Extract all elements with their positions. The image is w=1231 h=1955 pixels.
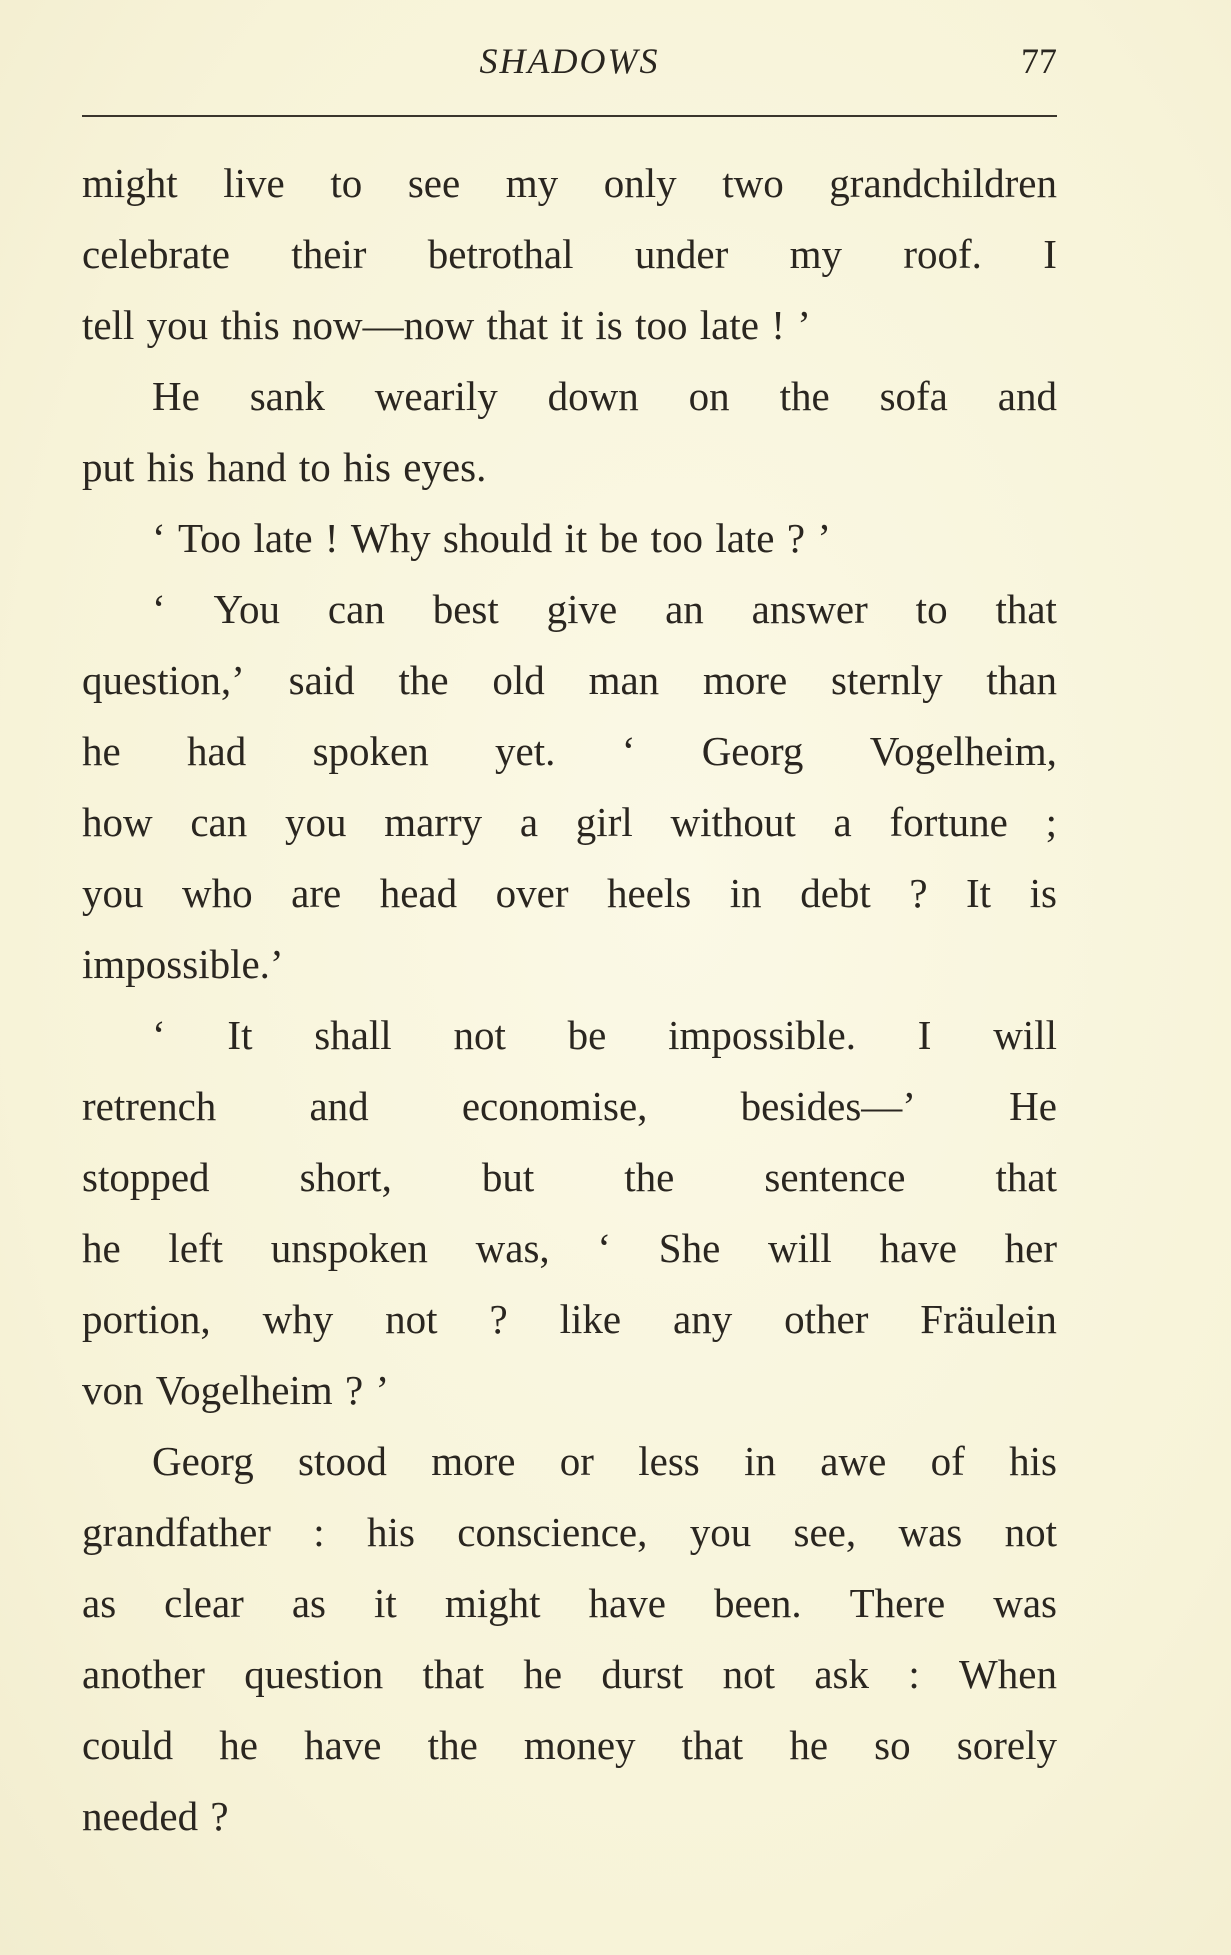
body-text <box>82 148 1057 1852</box>
word: was <box>898 1509 963 1555</box>
word: how <box>82 799 153 845</box>
word: that <box>422 1651 484 1697</box>
word: it <box>560 302 584 348</box>
word: She <box>658 1225 721 1271</box>
word: will <box>767 1225 832 1271</box>
word: less <box>638 1438 700 1484</box>
word: that <box>995 586 1057 632</box>
word: as <box>82 1580 117 1626</box>
word: I <box>1043 231 1057 277</box>
text-line <box>82 1639 1057 1710</box>
text-line <box>82 148 1057 219</box>
word: is <box>1029 870 1057 916</box>
text-line <box>82 929 1057 1000</box>
word: than <box>986 657 1057 703</box>
word: her <box>1004 1225 1057 1271</box>
word: have <box>304 1722 382 1768</box>
word: but <box>481 1154 535 1200</box>
word: another <box>82 1651 205 1697</box>
text-line <box>82 290 1057 361</box>
word: be <box>567 1012 607 1058</box>
word: ‘ <box>152 515 166 561</box>
word: might <box>444 1580 541 1626</box>
word: might <box>82 160 178 206</box>
word: in <box>744 1438 776 1484</box>
word: portion, <box>82 1296 211 1342</box>
word: man <box>588 657 660 703</box>
word: should <box>442 515 553 561</box>
word: : <box>908 1651 920 1697</box>
word: down <box>547 373 639 419</box>
word: his <box>343 444 391 490</box>
word: that <box>486 302 549 348</box>
word: an <box>665 586 704 632</box>
word: retrench <box>82 1083 217 1129</box>
word: conscience, <box>457 1509 648 1555</box>
word: grandchildren <box>829 160 1057 206</box>
word: tell <box>82 302 135 348</box>
word: you <box>82 870 144 916</box>
word: Vogelheim, <box>869 728 1057 774</box>
word: I <box>917 1012 932 1058</box>
word: von <box>82 1367 144 1413</box>
word: any <box>673 1296 733 1342</box>
text-line <box>82 1568 1057 1639</box>
word: Why <box>350 515 431 561</box>
text-line <box>82 1781 1057 1852</box>
text-line <box>82 716 1057 787</box>
page-header <box>82 40 1057 90</box>
word: without <box>670 799 796 845</box>
word: be <box>599 515 639 561</box>
text-line <box>82 1710 1057 1781</box>
word: sorely <box>956 1722 1057 1768</box>
word: why <box>262 1296 334 1342</box>
word: needed <box>82 1793 199 1839</box>
text-line <box>82 432 1057 503</box>
text-line <box>82 787 1057 858</box>
word: or <box>559 1438 594 1484</box>
word: stopped <box>82 1154 210 1200</box>
word: ‘ <box>152 586 166 632</box>
word: ‘ <box>597 1225 612 1271</box>
word: clear <box>164 1580 244 1626</box>
word: roof. <box>903 231 982 277</box>
word: : <box>313 1509 325 1555</box>
word: he <box>219 1722 258 1768</box>
word: debt <box>800 870 871 916</box>
word: ‘ <box>152 1012 166 1058</box>
word: best <box>432 586 499 632</box>
word: ? <box>345 1367 364 1413</box>
text-line <box>82 1000 1057 1071</box>
word: only <box>603 160 677 206</box>
word: ? <box>489 1296 508 1342</box>
word: too <box>635 302 688 348</box>
word: can <box>190 799 248 845</box>
word: not <box>1004 1509 1057 1555</box>
word: his <box>1009 1438 1057 1484</box>
text-line <box>82 1284 1057 1355</box>
word: Fräulein <box>920 1296 1057 1342</box>
text-line <box>82 219 1057 290</box>
word: question,’ <box>82 657 245 703</box>
word: my <box>505 160 559 206</box>
word: awe <box>820 1438 887 1484</box>
word: two <box>722 160 784 206</box>
word: sternly <box>831 657 943 703</box>
word: give <box>546 586 618 632</box>
word: answer <box>751 586 868 632</box>
word: he <box>82 1225 121 1271</box>
word: ’ <box>797 302 811 348</box>
word: in <box>729 870 762 916</box>
word: Georg <box>152 1438 254 1484</box>
text-line <box>82 1426 1057 1497</box>
text-line <box>82 503 1057 574</box>
word: unspoken <box>270 1225 428 1271</box>
text-line <box>82 1497 1057 1568</box>
word: and <box>309 1083 369 1129</box>
word: a <box>519 799 539 845</box>
word: a <box>833 799 852 845</box>
word: more <box>702 657 788 703</box>
word: economise, <box>461 1083 648 1129</box>
word: not <box>453 1012 506 1058</box>
word: betrothal <box>427 231 574 277</box>
word: you <box>689 1509 752 1555</box>
word: now—now <box>292 302 475 348</box>
word: have <box>879 1225 957 1271</box>
text-line <box>82 1071 1057 1142</box>
word: ? <box>210 1793 229 1839</box>
text-line <box>82 858 1057 929</box>
word: ! <box>324 515 339 561</box>
word: his <box>146 444 195 490</box>
word: he <box>789 1722 829 1768</box>
word: ’ <box>817 515 831 561</box>
word: too <box>650 515 704 561</box>
word: grandfather <box>82 1509 271 1555</box>
word: who <box>182 870 253 916</box>
word: to <box>330 160 363 206</box>
word: was, <box>475 1225 550 1271</box>
word: short, <box>299 1154 392 1200</box>
word: under <box>634 231 729 277</box>
word: It <box>966 870 992 916</box>
word: had <box>187 728 247 774</box>
word: sentence <box>764 1154 906 1200</box>
text-line <box>82 645 1057 716</box>
word: You <box>213 586 281 632</box>
word: he <box>82 728 121 774</box>
word: ; <box>1045 799 1057 845</box>
word: that <box>995 1154 1057 1200</box>
word: wearily <box>374 373 498 419</box>
word: the <box>427 1722 478 1768</box>
word: money <box>523 1722 636 1768</box>
word: ‘ <box>621 728 636 774</box>
header-rule <box>82 115 1057 117</box>
word: Georg <box>701 728 804 774</box>
word: and <box>997 373 1057 419</box>
word: was <box>993 1580 1057 1626</box>
word: have <box>588 1580 666 1626</box>
word: besides—’ <box>740 1083 916 1129</box>
word: you <box>284 799 347 845</box>
word: heels <box>607 870 692 916</box>
word: hand <box>206 444 287 490</box>
word: question <box>244 1651 384 1697</box>
word: late <box>715 515 775 561</box>
word: like <box>559 1296 622 1342</box>
word: Vogelheim <box>155 1367 333 1413</box>
word: can <box>327 586 385 632</box>
word: is <box>595 302 623 348</box>
word: as <box>291 1580 326 1626</box>
word: it <box>374 1580 397 1626</box>
word: their <box>291 231 367 277</box>
word: not <box>385 1296 438 1342</box>
word: that <box>681 1722 744 1768</box>
word: he <box>523 1651 563 1697</box>
text-line <box>82 1355 1057 1426</box>
word: He <box>152 373 200 419</box>
word: There <box>849 1580 946 1626</box>
word: impossible. <box>668 1012 857 1058</box>
word: to <box>298 444 331 490</box>
word: girl <box>575 799 633 845</box>
word: to <box>915 586 948 632</box>
word: impossible.’ <box>82 941 284 987</box>
word: spoken <box>312 728 429 774</box>
word: yet. <box>495 728 556 774</box>
word: this <box>220 302 280 348</box>
word: the <box>624 1154 675 1200</box>
word: on <box>688 373 730 419</box>
word: been. <box>713 1580 802 1626</box>
word: so <box>874 1722 911 1768</box>
word: ? <box>909 870 928 916</box>
word: are <box>291 870 342 916</box>
word: eyes. <box>403 444 487 490</box>
word: left <box>168 1225 224 1271</box>
text-line <box>82 1142 1057 1213</box>
word: of <box>930 1438 965 1484</box>
text-line <box>82 574 1057 645</box>
word: not <box>722 1651 776 1697</box>
word: live <box>223 160 285 206</box>
word: see <box>407 160 461 206</box>
word: you <box>146 302 209 348</box>
word: head <box>379 870 458 916</box>
word: It <box>227 1012 253 1058</box>
word: ! <box>771 302 785 348</box>
word: other <box>784 1296 869 1342</box>
word: He <box>1009 1083 1057 1129</box>
word: marry <box>384 799 483 845</box>
word: the <box>398 657 449 703</box>
text-line <box>82 1213 1057 1284</box>
word: sofa <box>879 373 948 419</box>
word: it <box>564 515 588 561</box>
word: celebrate <box>82 231 230 277</box>
word: my <box>789 231 843 277</box>
word: see, <box>793 1509 857 1555</box>
word: sank <box>249 373 325 419</box>
word: late <box>699 302 759 348</box>
word: the <box>779 373 830 419</box>
word: his <box>367 1509 415 1555</box>
page-number: 77 <box>1021 41 1057 81</box>
word: When <box>959 1651 1057 1697</box>
word: old <box>492 657 545 703</box>
word: ’ <box>375 1367 390 1413</box>
word: durst <box>601 1651 684 1697</box>
word: put <box>82 444 135 490</box>
word: Too <box>177 515 242 561</box>
running-head: SHADOWS <box>479 41 660 81</box>
word: ask <box>814 1651 870 1697</box>
text-line <box>82 361 1057 432</box>
word: fortune <box>889 799 1008 845</box>
word: over <box>495 870 569 916</box>
word: shall <box>314 1012 392 1058</box>
word: ? <box>786 515 806 561</box>
word: more <box>431 1438 516 1484</box>
word: late <box>253 515 313 561</box>
word: could <box>82 1722 174 1768</box>
word: stood <box>298 1438 387 1484</box>
word: will <box>993 1012 1057 1058</box>
word: said <box>288 657 355 703</box>
